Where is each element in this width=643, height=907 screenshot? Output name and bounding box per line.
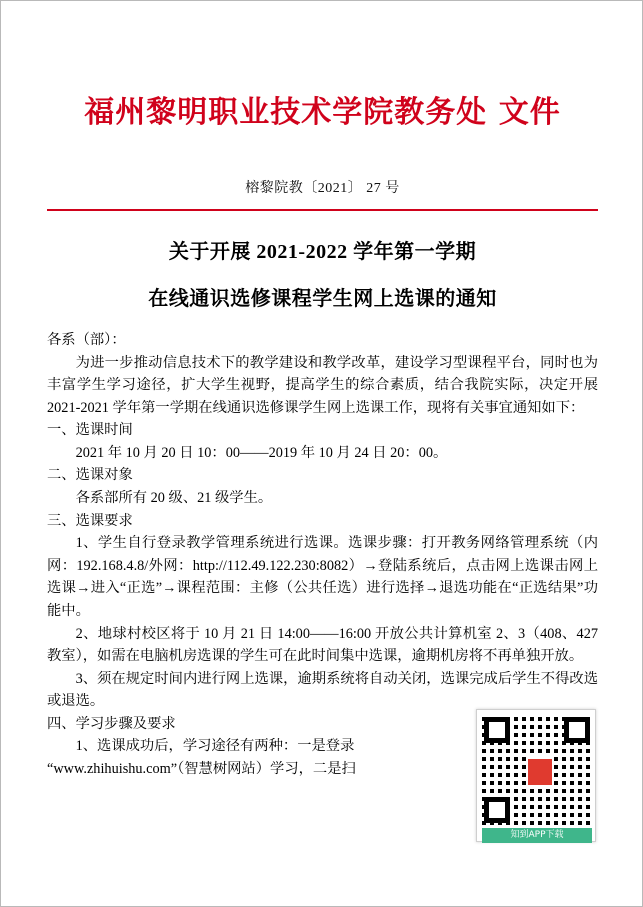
qr-center-logo-icon — [526, 757, 554, 787]
document-number: 榕黎院教〔2021〕 27 号 — [245, 181, 400, 196]
qr-code-card — [476, 709, 596, 842]
paragraph-study-step-1: 1、选课成功后，学习途径有两种：一是登录 — [75, 738, 355, 755]
paragraph-requirement-2: 2、地球村校区将于 10 月 21 日 14:00——16:00 开放公共计算机室 2、3（408、427 教室），如需在电脑机房选课的学生可在此时间集中选课，逾期机房将不再单独开放。 — [47, 625, 598, 665]
paragraph-requirement-1: 1、学生自行登录教学管理系统进行选课。选课步骤：打开教务网络管理系统（内网：192.168.4.8/外网：http://112.49.122.230:8082）→登陆系统后，点击网上选课击网上选课→进入“正选”→课程范围：主修（公共任选）进行选择→退选功能在“正选结果”功能中。 — [47, 535, 598, 619]
paragraph-intro: 为进一步推动信息技术下的教学建设和教学改革，建设学习型课程平台，同时也为丰富学生学习途径，扩大学生视野，提高学生的综合素质，结合我院实际，决定开展 2021-2021 学年第一学期在线通识选修课学生网上选课工作，现将有关事宜通知如下： — [47, 354, 598, 416]
section-heading-3: 三、选课要求 — [47, 512, 133, 529]
document-masthead: 福州黎明职业技术学院教务处 文件 — [84, 95, 561, 130]
red-divider-rule — [47, 209, 598, 211]
document-title-line-2: 在线通识选修课程学生网上选课的通知 — [148, 288, 497, 310]
section-heading-4: 四、学习步骤及要求 — [47, 715, 176, 732]
paragraph-selection-target: 各系部所有 20 级、21 级学生。 — [75, 490, 273, 507]
document-title-line-1: 关于开展 2021-2022 学年第一学期 — [168, 241, 477, 263]
paragraph-selection-time: 2021 年 10 月 20 日 10：00——2019 年 10 月 24 日 20：00。 — [75, 444, 448, 461]
qr-code-icon — [482, 715, 592, 825]
paragraph-requirement-3: 3、须在规定时间内进行网上选课，逾期系统将自动关闭，选课完成后学生不得改选或退选。 — [47, 670, 598, 710]
qr-finder-bottom-left — [484, 797, 510, 823]
paragraph-study-step-1-cont: “www.zhihuishu.com”（智慧树网站）学习，二是扫 — [47, 760, 356, 777]
qr-code-caption: 知到APP下载 — [482, 828, 592, 843]
salutation: 各系（部）： — [47, 332, 126, 348]
section-heading-1: 一、选课时间 — [47, 422, 133, 439]
section-heading-2: 二、选课对象 — [47, 467, 133, 484]
document-body — [1, 1, 643, 781]
